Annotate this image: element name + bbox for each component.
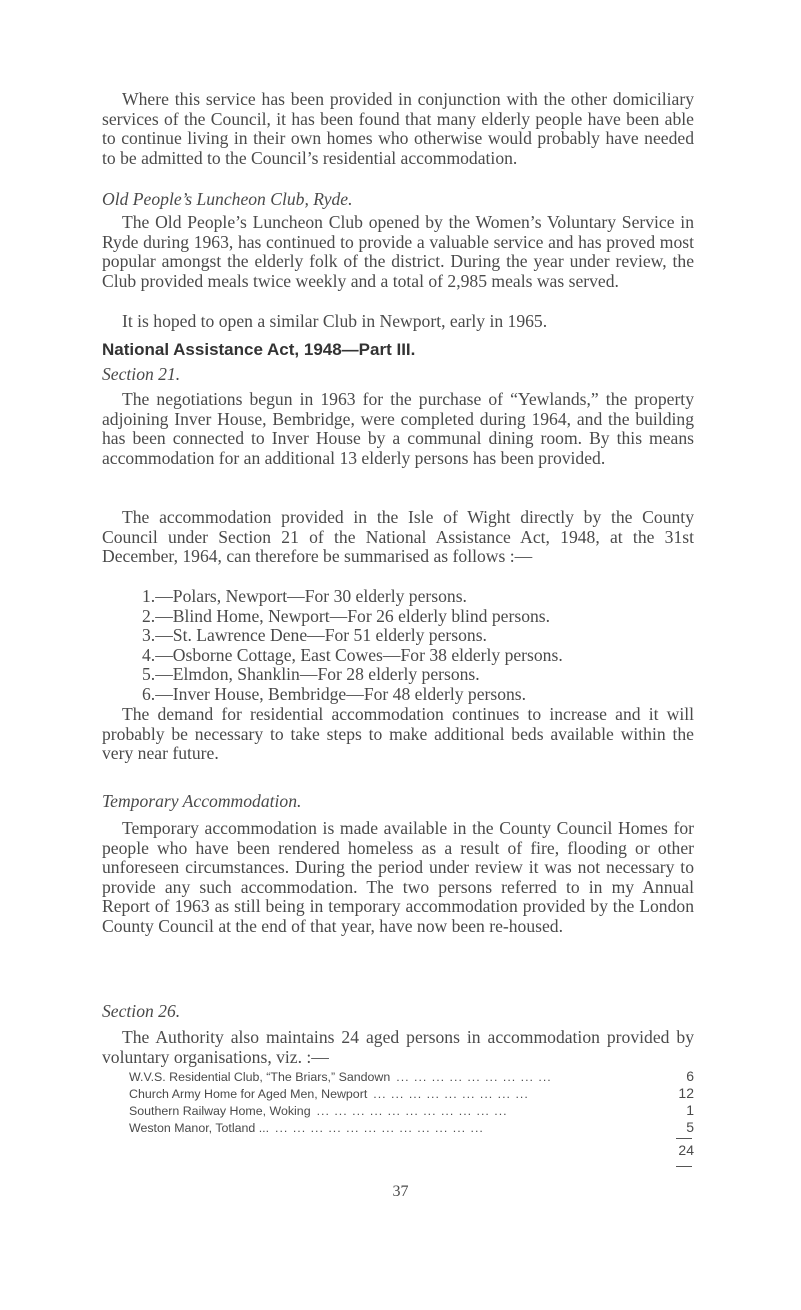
table-row xyxy=(129,1119,694,1136)
page-number: 37 xyxy=(392,1183,409,1200)
list-item: 2.—Blind Home, Newport—For 26 elderly blind persons. xyxy=(142,605,551,626)
total-count: 24 xyxy=(678,1142,694,1158)
national-assistance-paragraph-2: The accommodation provided in the Isle of Wight directly by the County Council under Section 21 of the National Assistance Act, 1948, at the 31st December, 1964, can therefore be summarised as follows :— xyxy=(102,507,694,567)
section-21-label: Section 21. xyxy=(102,364,181,384)
home-count: 1 xyxy=(686,1102,694,1118)
leader-dots: ... ... ... ... ... ... ... ... ... ... ... ... xyxy=(275,1121,484,1135)
luncheon-club-paragraph-1: The Old People’s Luncheon Club opened by the Women’s Voluntary Service in Ryde during 1963, has continued to provide a valuable service and has proved most popular amongst the elderly folk of the district. During the year under review, the Club provided meals twice weekly and a total of 2,985 meals was served. xyxy=(102,212,694,291)
section-26-heading: Section 26. xyxy=(102,1001,181,1021)
temporary-accommodation-heading: Temporary Accommodation. xyxy=(102,791,302,811)
home-name: Weston Manor, Totland ... xyxy=(129,1121,270,1135)
national-assistance-heading: National Assistance Act, 1948—Part III. xyxy=(102,340,416,359)
luncheon-club-paragraph-2: It is hoped to open a similar Club in Newport, early in 1965. xyxy=(122,311,548,331)
voluntary-homes-table xyxy=(129,1068,694,1136)
home-name: W.V.S. Residential Club, “The Briars,” Sandown xyxy=(129,1070,391,1084)
national-assistance-paragraph-1: The negotiations begun in 1963 for the purchase of “Yewlands,” the property adjoining Inver House, Bembridge, were completed during 1964, and the building has been connected to Inver House by a communal dining room. By this means accommodation for an additional 13 elderly persons has been provided. xyxy=(102,389,694,468)
leader-dots: ... ... ... ... ... ... ... ... ... ... ... xyxy=(316,1104,508,1118)
home-name: Southern Railway Home, Woking xyxy=(129,1104,311,1118)
list-item: 6.—Inver House, Bembridge—For 48 elderly persons. xyxy=(142,683,527,704)
home-name: Church Army Home for Aged Men, Newport xyxy=(129,1087,368,1101)
list-item: 5.—Elmdon, Shanklin—For 28 elderly persons. xyxy=(142,664,480,685)
table-row xyxy=(129,1085,694,1102)
temporary-accommodation-paragraph: Temporary accommodation is made available in the County Council Homes for people who have been rendered homeless as a result of fire, flooding or other unforeseen circumstances. During the period under review it was not necessary to provide any such accommodation. The two persons referred to in my Annual Report of 1963 as still being in temporary accommodation provided by the London County Council at the end of that year, have now been re-housed. xyxy=(102,818,694,936)
leader-dots: ... ... ... ... ... ... ... ... ... xyxy=(396,1070,552,1084)
intro-paragraph: Where this service has been provided in conjunction with the other domiciliary services of the Council, it has been found that many elderly people have been able to continue living in their own homes who otherwise would probably have needed to be admitted to the Council’s residential accommodation. xyxy=(102,89,694,168)
accommodation-list xyxy=(142,587,694,705)
total-rule-bottom xyxy=(676,1166,692,1167)
national-assistance-paragraph-3: The demand for residential accommodation continues to increase and it will probably be necessary to take steps to make additional beds available within the very near future. xyxy=(102,704,694,764)
table-row xyxy=(129,1068,694,1085)
home-count: 5 xyxy=(686,1119,694,1135)
total-rule-top xyxy=(676,1138,692,1139)
leader-dots: ... ... ... ... ... ... ... ... ... xyxy=(373,1087,529,1101)
home-count: 12 xyxy=(678,1085,694,1101)
luncheon-club-heading: Old People’s Luncheon Club, Ryde. xyxy=(102,189,353,209)
list-item: 3.—St. Lawrence Dene—For 51 elderly persons. xyxy=(142,625,487,646)
home-count: 6 xyxy=(686,1068,694,1084)
section-26-paragraph: The Authority also maintains 24 aged persons in accommodation provided by voluntary organisations, viz. :— xyxy=(102,1027,694,1067)
list-item: 4.—Osborne Cottage, East Cowes—For 38 elderly persons. xyxy=(142,644,563,665)
table-row xyxy=(129,1102,694,1119)
list-item: 1.—Polars, Newport—For 30 elderly persons. xyxy=(142,586,467,606)
